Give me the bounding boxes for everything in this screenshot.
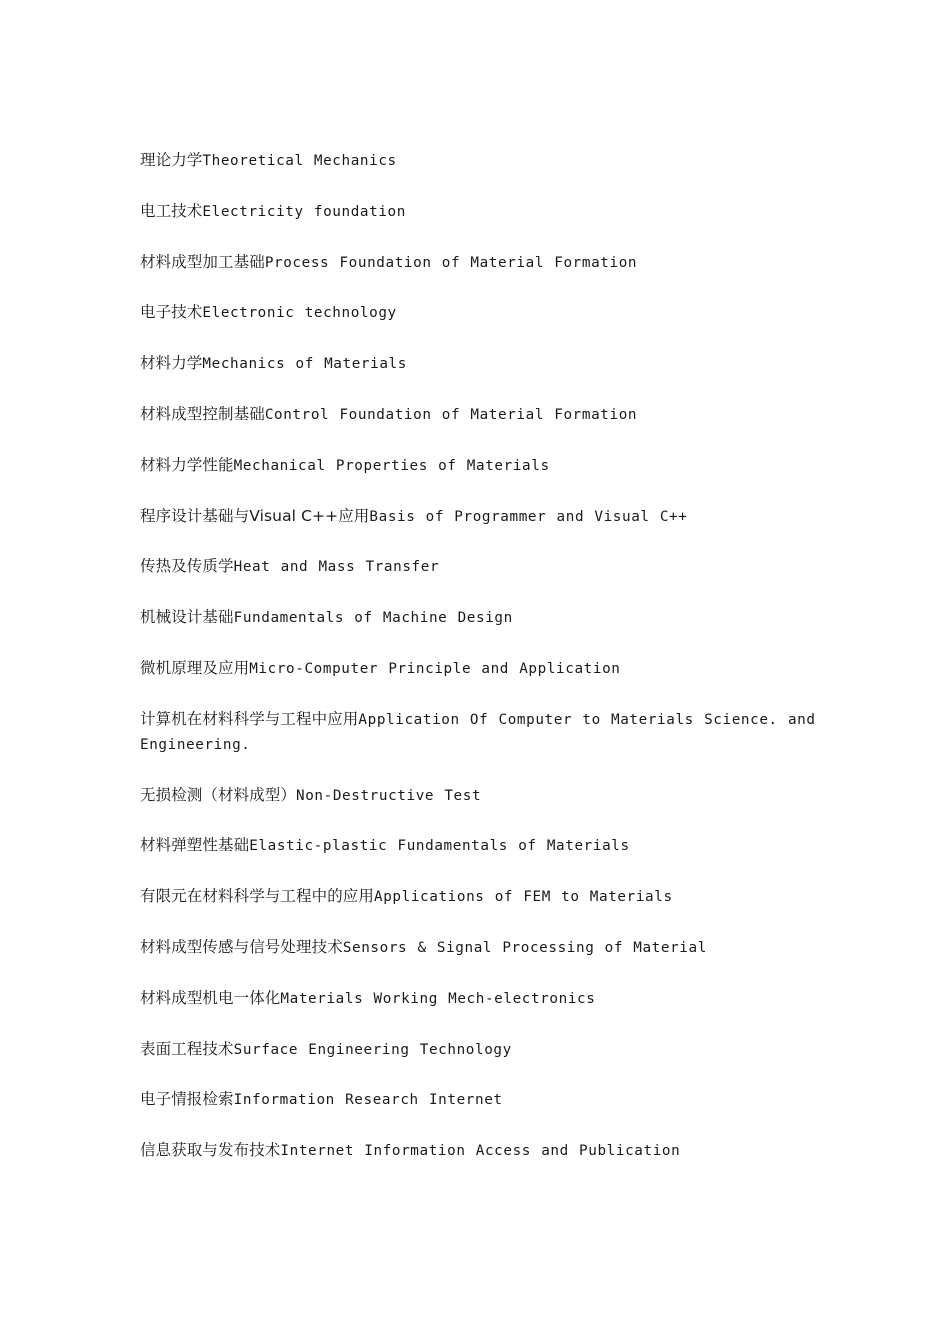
course-name-en: Heat and Mass Transfer	[233, 559, 440, 576]
course-name-zh: 电子技术	[140, 303, 203, 322]
course-name-zh: 材料成型加工基础	[140, 252, 265, 271]
course-name-zh: 表面工程技术	[140, 1039, 234, 1058]
list-item	[140, 707, 820, 758]
list-item	[140, 351, 820, 377]
course-name-zh: 信息获取与发布技术	[140, 1141, 281, 1160]
course-name-zh: 材料成型机电一体化	[140, 988, 281, 1007]
course-name-en: Surface Engineering Technology	[233, 1041, 512, 1058]
list-item	[140, 935, 820, 961]
course-name-en: Electricity foundation	[202, 203, 406, 220]
list-item	[140, 199, 820, 225]
course-name-en: Mechanical Properties of Materials	[233, 457, 550, 474]
course-name-en: Micro-Computer Principle and Application	[249, 660, 621, 677]
course-name-zh: 材料成型控制基础	[140, 404, 265, 423]
course-name-zh: 理论力学	[140, 151, 203, 169]
course-name-en: Electronic technology	[202, 305, 397, 322]
course-name-zh: 传热及传质学	[140, 557, 234, 576]
course-name-zh: 机械设计基础	[140, 608, 234, 627]
course-name-en: Process Foundation of Material Formation	[264, 254, 638, 271]
course-name-zh: 材料力学	[140, 354, 203, 373]
course-name-en: Sensors & Signal Processing of Material	[342, 939, 707, 956]
course-name-en: Applications of FEM to Materials	[374, 889, 673, 906]
course-name-zh: 程序设计基础与Visual C++应用	[140, 506, 370, 525]
course-name-zh: 材料力学性能	[140, 455, 234, 474]
course-name-en: Internet Information Access and Publication	[280, 1143, 681, 1160]
course-name-zh: 材料弹塑性基础	[140, 836, 250, 855]
list-item	[140, 656, 820, 682]
list-item	[140, 300, 820, 326]
course-name-zh: 计算机在材料科学与工程中应用	[140, 709, 359, 728]
course-name-zh: 材料成型传感与信号处理技术	[140, 937, 343, 956]
list-item	[140, 884, 820, 910]
list-item	[140, 554, 820, 580]
list-item	[140, 605, 820, 631]
list-item	[140, 1087, 820, 1113]
course-name-en: Mechanics of Materials	[202, 356, 407, 373]
course-name-en: Fundamentals of Machine Design	[233, 610, 513, 627]
list-item	[140, 453, 820, 479]
list-item	[140, 783, 820, 809]
list-item	[140, 986, 820, 1012]
list-item	[140, 1037, 820, 1063]
list-item	[140, 504, 820, 530]
course-name-zh: 电子情报检索	[140, 1090, 234, 1109]
list-item	[140, 1138, 820, 1164]
list-item	[140, 148, 820, 174]
course-name-en: Basis of Programmer and Visual C++	[369, 508, 688, 525]
course-list	[140, 148, 820, 1189]
list-item	[140, 250, 820, 276]
course-name-en: Theoretical Mechanics	[202, 153, 397, 169]
course-name-zh: 电工技术	[140, 201, 203, 220]
course-name-zh: 有限元在材料科学与工程中的应用	[140, 887, 375, 906]
course-name-en: Elastic-plastic Fundamentals of Materials	[249, 838, 630, 855]
course-name-zh: 无损检测（材料成型）	[140, 785, 297, 804]
list-item	[140, 833, 820, 859]
course-name-en: Application Of Computer to Materials Science. and Engineering.	[140, 711, 816, 753]
course-name-en: Non-Destructive Test	[296, 787, 482, 804]
course-name-en: Control Foundation of Material Formation	[264, 406, 638, 423]
course-name-en: Materials Working Mech-electronics	[280, 990, 596, 1007]
course-name-en: Information Research Internet	[233, 1092, 503, 1109]
course-name-zh: 微机原理及应用	[140, 658, 250, 677]
list-item	[140, 402, 820, 428]
